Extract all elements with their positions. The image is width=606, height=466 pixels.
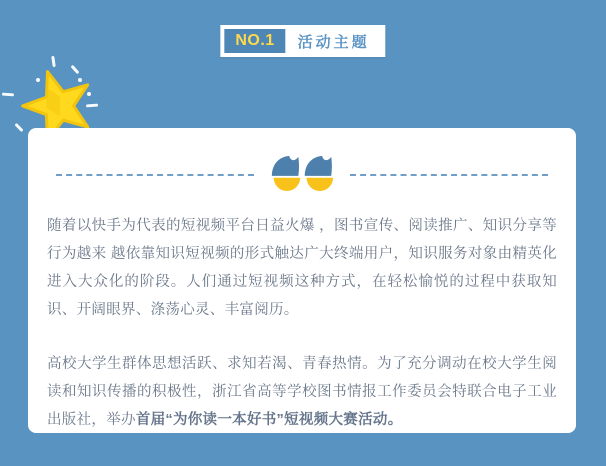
paragraph-2 xyxy=(47,350,557,434)
paragraph-2-bold: 首届“为你读一本好书”短视频大赛活动。 xyxy=(135,412,403,428)
sparkle-icon xyxy=(78,78,82,82)
divider-right xyxy=(350,174,548,176)
star-decoration xyxy=(14,62,100,138)
article-body xyxy=(47,212,557,434)
sparkle-icon xyxy=(36,78,40,82)
paragraph-1: 随着以快手为代表的短视频平台日益火爆 ，图书宣传、阅读推广、知识分享等行为越来 越依靠知识短视频的形式触达广大终端用户，知识服务对象由精英化进入大众化的阶段。人们通过短视频这种方式，在轻松愉悦的过程中获取知识、开阔眼界、涤荡心灵、丰富阅历。 xyxy=(47,218,557,318)
content-card xyxy=(28,128,576,433)
badge-number-label: NO.1 xyxy=(224,29,285,53)
double-quote-icon xyxy=(270,154,334,196)
paragraph-2-text: 高校大学生群体思想活跃、求知若渴、青春热情。为了充分调动在校大学生阅读和知识传播的积极性，浙江省高等学校图书情报工作委员会特联合电子工业出版社，举办 xyxy=(47,356,557,428)
quote-header xyxy=(56,154,548,196)
sparkle-icon xyxy=(2,93,14,97)
star-icon xyxy=(14,62,100,138)
badge-title: 活动主题 xyxy=(297,33,370,51)
sparkle-icon xyxy=(51,56,56,67)
sparkle-icon xyxy=(87,92,91,96)
divider-left xyxy=(56,174,254,176)
header-badge xyxy=(220,25,385,57)
